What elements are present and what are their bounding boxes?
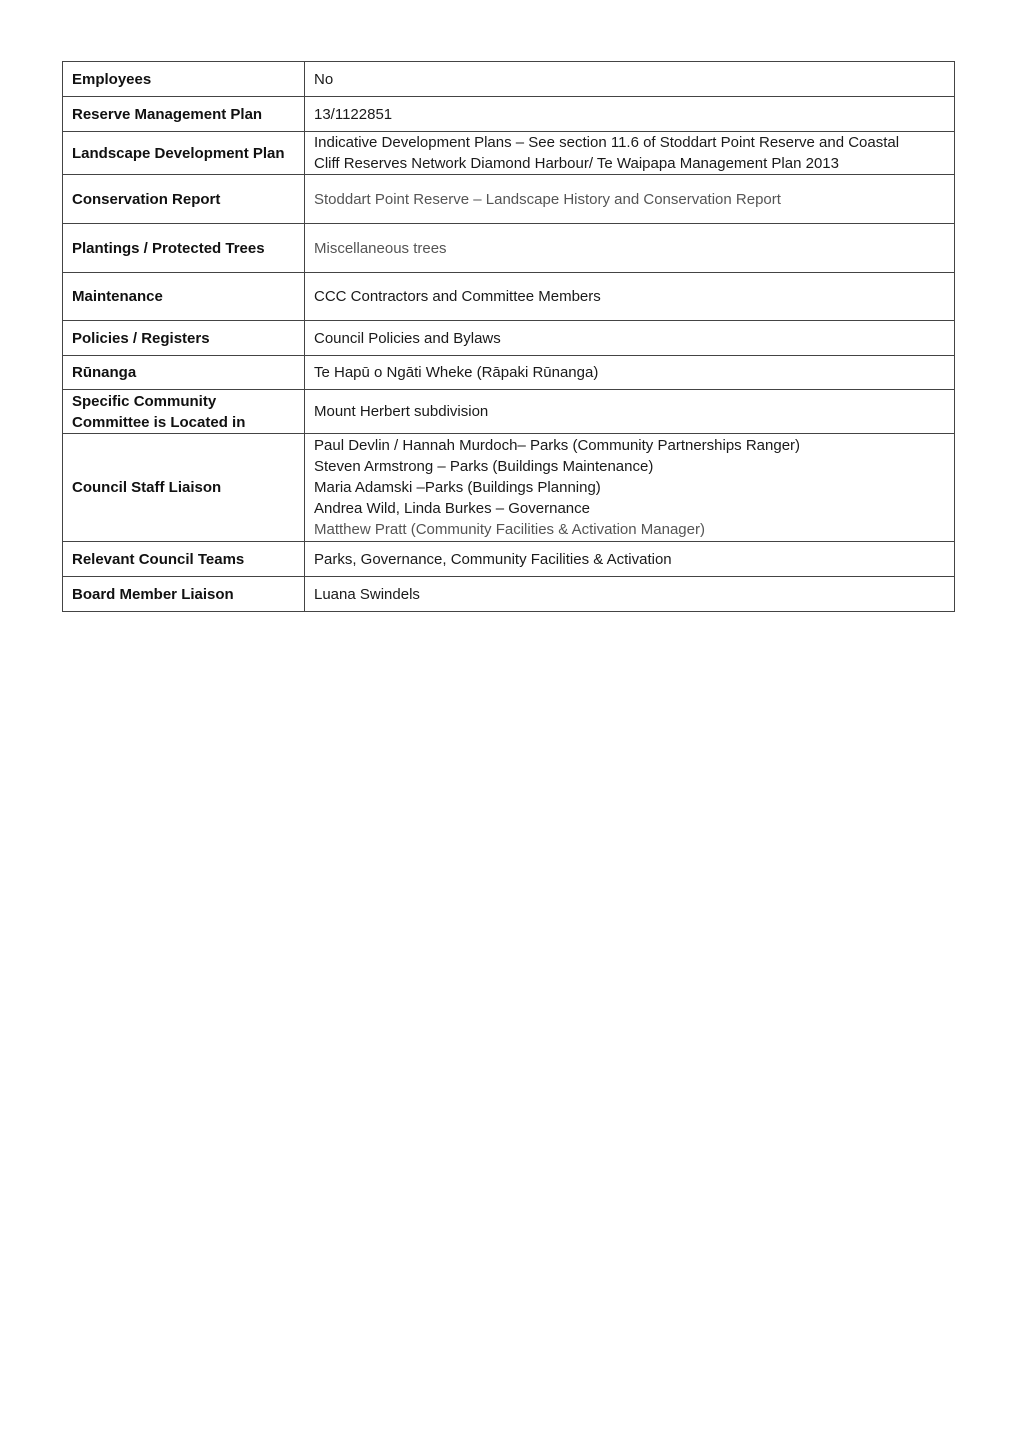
row-value (305, 434, 955, 542)
staff-line: Steven Armstrong – Parks (Buildings Maintenance) (314, 458, 654, 475)
row-label: Plantings / Protected Trees (63, 224, 305, 273)
row-value: Te Hapū o Ngāti Wheke (Rāpaki Rūnanga) (305, 356, 955, 390)
row-value: CCC Contractors and Committee Members (305, 273, 955, 321)
value-line: Indicative Development Plans – See section 11.6 of Stoddart Point Reserve and Coastal (314, 134, 900, 151)
table-row (63, 62, 955, 97)
row-label: Rūnanga (63, 356, 305, 390)
row-value: Council Policies and Bylaws (305, 321, 955, 356)
staff-line: Andrea Wild, Linda Burkes – Governance (314, 500, 590, 517)
row-label: Council Staff Liaison (63, 434, 305, 542)
row-value: Mount Herbert subdivision (305, 390, 955, 434)
label-line: Committee is Located in (72, 413, 246, 431)
row-value: Stoddart Point Reserve – Landscape History and Conservation Report (305, 175, 955, 224)
row-label: Policies / Registers (63, 321, 305, 356)
row-label: Reserve Management Plan (63, 97, 305, 132)
row-value: No (305, 62, 955, 97)
reserve-info-table (62, 61, 955, 612)
table-row (63, 542, 955, 577)
table-row (63, 132, 955, 175)
table-row (63, 390, 955, 434)
staff-line: Matthew Pratt (Community Facilities & Activation Manager) (314, 521, 705, 538)
row-label: Relevant Council Teams (63, 542, 305, 577)
table-row (63, 175, 955, 224)
row-label: Employees (63, 62, 305, 97)
table-row (63, 356, 955, 390)
row-label: Conservation Report (63, 175, 305, 224)
row-value: Parks, Governance, Community Facilities & Activation (305, 542, 955, 577)
table-row (63, 224, 955, 273)
table-row (63, 321, 955, 356)
row-label: Board Member Liaison (63, 577, 305, 612)
staff-line: Paul Devlin / Hannah Murdoch– Parks (Community Partnerships Ranger) (314, 437, 801, 454)
row-label (63, 390, 305, 434)
table-row (63, 273, 955, 321)
row-value: 13/1122851 (305, 97, 955, 132)
row-value (305, 132, 955, 175)
row-label: Landscape Development Plan (63, 132, 305, 175)
value-line: Cliff Reserves Network Diamond Harbour/ Te Waipapa Management Plan 2013 (314, 155, 839, 172)
row-label: Maintenance (63, 273, 305, 321)
label-line: Specific Community (72, 392, 217, 410)
table-row (63, 97, 955, 132)
table-row (63, 434, 955, 542)
row-value: Miscellaneous trees (305, 224, 955, 273)
row-value: Luana Swindels (305, 577, 955, 612)
staff-line: Maria Adamski –Parks (Buildings Planning) (314, 479, 601, 496)
table-row (63, 577, 955, 612)
